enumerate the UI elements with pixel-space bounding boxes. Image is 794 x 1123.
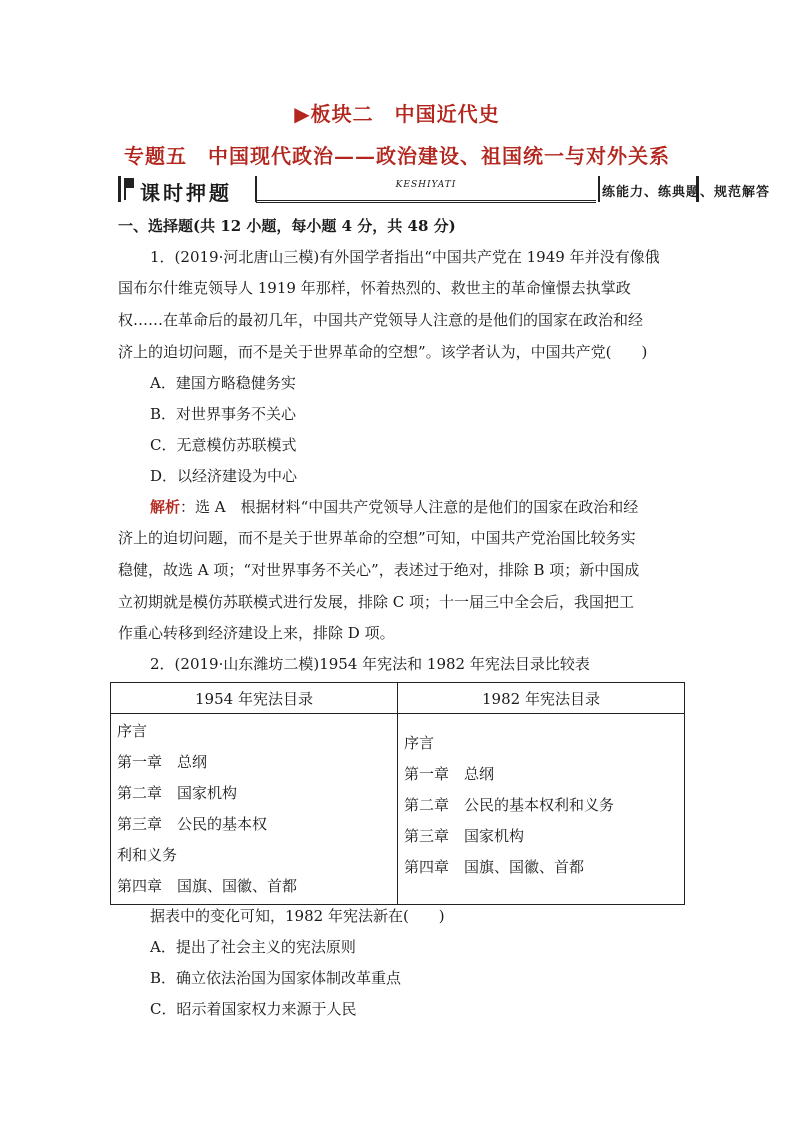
banner-bar-icon: [124, 188, 136, 200]
banner-label: 课时押题: [140, 181, 232, 205]
banner-slogan: 练能力、练典题、规范解答: [602, 185, 771, 200]
banner-square-icon: [124, 178, 134, 188]
analysis-label: 解析: [150, 498, 181, 516]
table-line: 序言: [404, 734, 435, 752]
table-line: 第三章 公民的基本权: [117, 815, 268, 833]
q1-analysis-line: 济上的迫切问题，而不是关于世界革命的空想”可知，中国共产党治国比较务实: [118, 529, 636, 547]
table-cell-1954: [111, 714, 398, 905]
table-line: 序言: [117, 722, 148, 740]
q1-stem-line: 国布尔什维克领导人 1919 年那样，怀着热烈的、救世主的革命憧憬去执掌政: [118, 279, 631, 297]
q1-stem-line: 权……在革命后的最初几年，中国共产党领导人注意的是他们的国家在政治和经: [118, 311, 644, 329]
q2-option-b: B．确立依法治国为国家体制改革重点: [150, 969, 402, 987]
lesson-banner: [118, 176, 771, 205]
q1-stem-line: 济上的迫切问题，而不是关于世界革命的空想”。该学者认为，中国共产党( ): [118, 343, 648, 361]
table-line: 第三章 国家机构: [404, 827, 525, 845]
q2-stem: 2．(2019·山东潍坊二模)1954 年宪法和 1982 年宪法目录比较表: [150, 655, 590, 673]
table-line: 利和义务: [117, 846, 178, 864]
q2-question: 据表中的变化可知，1982 年宪法新在( ): [150, 907, 445, 925]
q1-option-c: C．无意模仿苏联模式: [150, 436, 297, 454]
table-line: 第四章 国旗、国徽、首都: [117, 877, 298, 895]
q2-option-a: A．提出了社会主义的宪法原则: [150, 938, 356, 956]
q1-option-d: D．以经济建设为中心: [150, 467, 298, 485]
table-line: 第二章 国家机构: [117, 784, 238, 802]
constitution-table: [110, 682, 685, 905]
table-cell-1982: [398, 714, 685, 905]
analysis-text: ：选 A 根据材料“中国共产党领导人注意的是他们的国家在政治和经: [180, 498, 639, 516]
table-line: 第二章 公民的基本权利和义务: [404, 796, 615, 814]
q1-analysis-line: 立初期就是模仿苏联模式进行发展，排除 C 项；十一届三中全会后，我国把工: [118, 593, 635, 611]
table-header-1982: 1982 年宪法目录: [398, 683, 685, 714]
part-heading: 一、选择题(共 12 小题，每小题 4 分，共 48 分): [118, 217, 456, 235]
q1-stem-line: 1．(2019·河北唐山三模)有外国学者指出“中国共产党在 1949 年并没有像俄: [150, 248, 660, 266]
table-line: 第四章 国旗、国徽、首都: [404, 858, 585, 876]
q1-analysis-line: [150, 496, 638, 517]
table-line: 第一章 总纲: [404, 765, 495, 783]
q1-option-a: A．建国方略稳健务实: [150, 374, 296, 392]
table-header-1954: 1954 年宪法目录: [111, 683, 398, 714]
banner-pinyin: KESHIYATI: [395, 180, 457, 190]
section-title: ▶板块二 中国近代史: [294, 102, 500, 126]
q1-analysis-line: 稳健，故选 A 项；“对世界事务不关心”，表述过于绝对，排除 B 项；新中国成: [118, 561, 640, 579]
table-line: 第一章 总纲: [117, 753, 208, 771]
q1-analysis-line: 作重心转移到经济建设上来，排除 D 项。: [118, 624, 395, 642]
banner-rule-lower: [256, 202, 596, 203]
q1-option-b: B．对世界事务不关心: [150, 405, 297, 423]
q2-option-c: C．昭示着国家权力来源于人民: [150, 1000, 357, 1018]
topic-title: 专题五 中国现代政治——政治建设、祖国统一与对外关系: [124, 144, 670, 168]
